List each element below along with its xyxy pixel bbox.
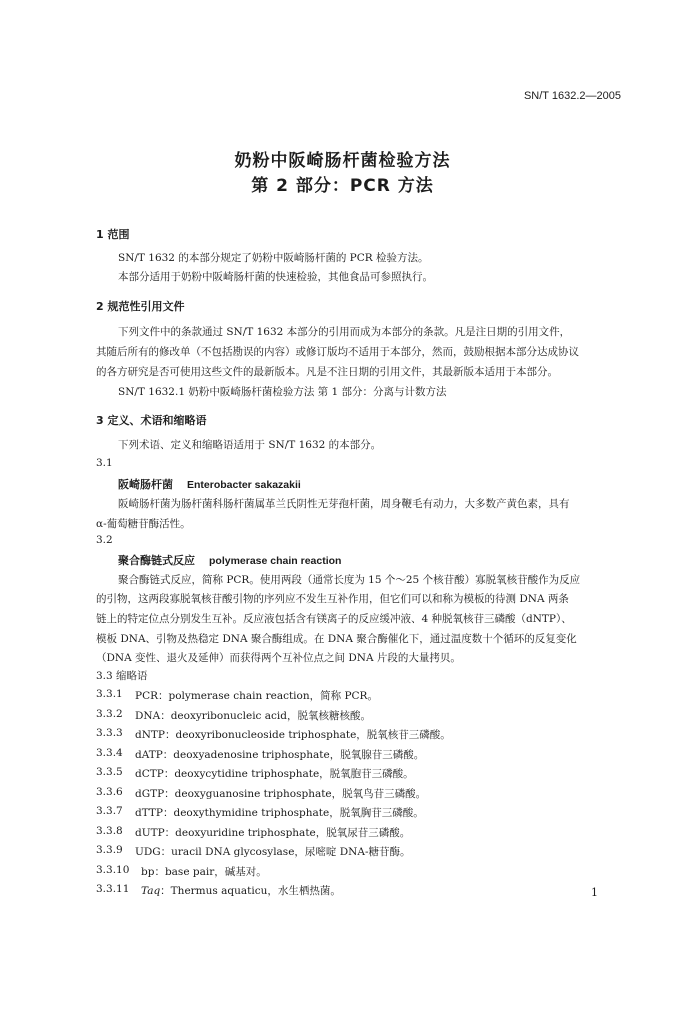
abbreviation-text: dUTP：deoxyuridine triphosphate，脱氧尿苷三磷酸。 — [135, 827, 411, 839]
abbreviation-number: 3.3.8 — [96, 825, 123, 837]
section-3-2-definition-line-3: 链上的特定位点分别发生互补。反应液包括含有镁离子的反应缓冲液、4 种脱氧核苷三磷酸（dNTP）、 — [96, 613, 572, 625]
section-3-2-definition-line-4: 模板 DNA、引物及热稳定 DNA 聚合酶组成。在 DNA 聚合酶催化下，通过温度数十个循环的反复变化 — [96, 633, 577, 645]
section-2-paragraph-line-3: 的各方研究是否可使用这些文件的最新版本。凡是不注日期的引用文件，其最新版本适用于本部分。 — [96, 366, 558, 378]
abbreviation-text: dNTP：deoxyribonucleoside triphosphate，脱氧核苷三磷酸。 — [135, 729, 451, 741]
abbreviation-text: PCR：polymerase chain reaction，简称 PCR。 — [135, 690, 378, 702]
abbreviation-number: 3.3.5 — [96, 766, 123, 778]
abbreviation-text: DNA：deoxyribonucleic acid，脱氧核糖核酸。 — [135, 710, 371, 722]
abbreviation-number: 3.3.2 — [96, 708, 123, 720]
section-3-1-term-en: Enterobacter sakazakii — [187, 479, 301, 491]
section-3-1-term — [118, 476, 301, 492]
abbreviation-line — [141, 883, 341, 898]
section-3-2-number: 3.2 — [96, 534, 113, 546]
section-3-intro: 下列术语、定义和缩略语适用于 SN/T 1632 的本部分。 — [118, 439, 382, 451]
abbreviation-text: dTTP：deoxythymidine triphosphate，脱氧胸苷三磷酸。 — [135, 807, 424, 819]
section-3-1-definition-line-2: α-葡萄糖苷酶活性。 — [96, 518, 191, 530]
abbreviation-number: 3.3.4 — [96, 747, 123, 759]
abbreviation-text: bp：base pair，碱基对。 — [141, 866, 267, 878]
abbreviation-number: 3.3.7 — [96, 805, 123, 817]
abbreviation-number: 3.3.6 — [96, 786, 123, 798]
section-3-3-heading: 3.3 缩略语 — [96, 670, 148, 682]
section-3-2-definition-line-2: 的引物，这两段寡脱氧核苷酸引物的序列应不发生互补作用，但它们可以和称为模板的待测 DNA 两条 — [96, 593, 569, 605]
section-3-1-definition-line-1: 阪崎肠杆菌为肠杆菌科肠杆菌属革兰氏阴性无芽孢杆菌，周身鞭毛有动力，大多数产黄色素，具有 — [118, 498, 570, 510]
section-3-2-term-en: polymerase chain reaction — [209, 555, 342, 567]
abbreviation-number: 3.3.3 — [96, 727, 123, 739]
section-3-1-number: 3.1 — [96, 457, 113, 469]
section-2-paragraph-line-2: 其随后所有的修改单（不包括勘误的内容）或修订版均不适用于本部分，然而，鼓励根据本部分达成协议 — [96, 346, 579, 358]
abbreviation-text: ：Thermus aquaticu，水生栖热菌。 — [160, 885, 341, 897]
section-2-heading: 2 规范性引用文件 — [96, 300, 185, 313]
section-3-2-term-cn: 聚合酶链式反应 — [118, 554, 195, 567]
section-3-2-definition-line-5: （DNA 变性、退火及延伸）而获得两个互补位点之间 DNA 片段的大量拷贝。 — [96, 652, 461, 664]
section-1-paragraph-1: SN/T 1632 的本部分规定了奶粉中阪崎肠杆菌的 PCR 检验方法。 — [118, 252, 429, 264]
abbreviation-number: 3.3.11 — [96, 883, 130, 895]
abbreviation-text: dCTP：deoxycytidine triphosphate，脱氧胞苷三磷酸。 — [135, 768, 414, 780]
abbreviation-text: UDG：uracil DNA glycosylase，尿嘧啶 DNA-糖苷酶。 — [135, 846, 411, 858]
section-1-paragraph-2: 本部分适用于奶粉中阪崎肠杆菌的快速检验，其他食品可参照执行。 — [118, 271, 433, 283]
standard-code: SN/T 1632.2—2005 — [523, 90, 621, 102]
page-number: 1 — [591, 886, 598, 899]
section-1-heading: 1 范围 — [96, 228, 130, 241]
abbreviation-italic-term: Taq — [141, 885, 161, 897]
section-3-1-term-cn: 阪崎肠杆菌 — [118, 478, 173, 491]
section-3-2-term — [118, 552, 341, 568]
section-3-heading: 3 定义、术语和缩略语 — [96, 414, 207, 427]
abbreviation-number: 3.3.1 — [96, 688, 123, 700]
abbreviation-number: 3.3.9 — [96, 844, 123, 856]
abbreviation-number: 3.3.10 — [96, 864, 130, 876]
document-subtitle: 第 2 部分：PCR 方法 — [251, 176, 434, 196]
abbreviation-text: dATP：deoxyadenosine triphosphate，脱氧腺苷三磷酸。 — [135, 749, 425, 761]
section-2-reference-1: SN/T 1632.1 奶粉中阪崎肠杆菌检验方法 第 1 部分：分离与计数方法 — [118, 386, 447, 398]
abbreviation-text: dGTP：deoxyguanosine triphosphate，脱氧鸟苷三磷酸。 — [135, 788, 427, 800]
document-title: 奶粉中阪崎肠杆菌检验方法 — [234, 151, 451, 171]
section-2-paragraph-line-1: 下列文件中的条款通过 SN/T 1632 本部分的引用而成为本部分的条款。凡是注日期的引用文件， — [118, 326, 571, 338]
section-3-2-definition-line-1: 聚合酶链式反应，简称 PCR。使用两段（通常长度为 15 个～25 个核苷酸）寡脱氧核苷酸作为反应 — [118, 574, 581, 586]
